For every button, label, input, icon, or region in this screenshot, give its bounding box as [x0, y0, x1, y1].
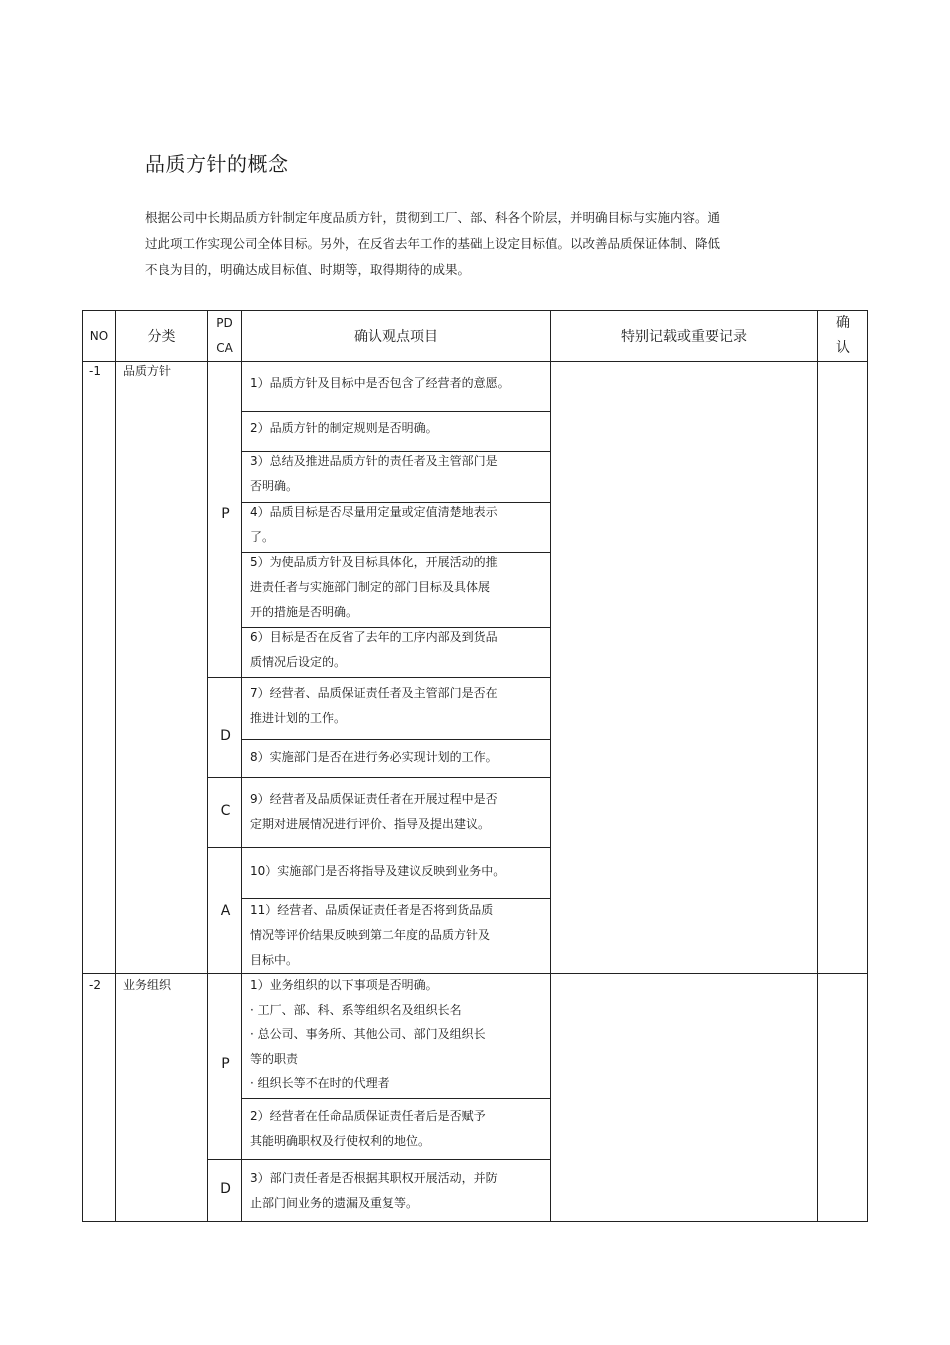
header-no: NO	[89, 329, 109, 343]
intro-paragraph	[145, 205, 745, 283]
header-confirm: 确 认	[836, 315, 850, 356]
check-item: 3）总结及推进品质方针的责任者及主管部门是 否明确。	[250, 454, 498, 493]
check-item: 5）为使品质方针及目标具体化，开展活动的推 进责任者与实施部门制定的部门目标及具体展 开的措施是否明确。	[250, 555, 498, 619]
check-item: 7）经营者、品质保证责任者及主管部门是否在 推进计划的工作。	[250, 686, 498, 725]
phase-label: P	[221, 506, 230, 522]
phase-label: D	[220, 728, 231, 744]
header-records: 特别记载或重要记录	[621, 329, 747, 345]
check-item: 1）业务组织的以下事项是否明确。 · 工厂、部、科、系等组织名及组织长名 · 总公司、事务所、其他公司、部门及组织长 等的职责 · 组织长等不在时的代理者	[250, 978, 486, 1090]
section-category: 业务组织	[123, 978, 172, 992]
section-no: -1	[89, 364, 101, 378]
check-item: 6）目标是否在反省了去年的工序内部及到货品 质情况后设定的。	[250, 630, 498, 669]
check-item: 8）实施部门是否在进行务必实现计划的工作。	[250, 750, 498, 764]
check-item: 4）品质目标是否尽量用定量或定值清楚地表示 了。	[250, 505, 498, 544]
intro-line: 过此项工作实现公司全体目标。另外，在反省去年工作的基础上设定目标值。以改善品质保证体制、降低	[145, 236, 721, 251]
page-title: 品质方针的概念	[145, 152, 289, 176]
header-pdca: PD CA	[216, 316, 233, 355]
phase-label: P	[221, 1056, 230, 1072]
phase-label: C	[220, 803, 231, 819]
intro-line: 根据公司中长期品质方针制定年度品质方针，贯彻到工厂、部、科各个阶层，并明确目标与实施内容。通	[145, 210, 721, 225]
check-item: 9）经营者及品质保证责任者在开展过程中是否 定期对进展情况进行评价、指导及提出建议。	[250, 792, 498, 831]
section-no: -2	[89, 978, 101, 992]
checklist-table	[82, 310, 868, 1222]
check-item: 2）经营者在任命品质保证责任者后是否赋予 其能明确职权及行使权利的地位。	[250, 1109, 486, 1148]
section-category: 品质方针	[123, 364, 172, 378]
phase-label: A	[220, 903, 231, 919]
check-item: 2）品质方针的制定规则是否明确。	[250, 421, 438, 435]
phase-label: D	[220, 1181, 231, 1197]
header-category: 分类	[147, 329, 176, 345]
check-item: 10）实施部门是否将指导及建议反映到业务中。	[250, 864, 506, 878]
check-item: 11）经营者、品质保证责任者是否将到货品质 情况等评价结果反映到第二年度的品质方针及 目标中。	[250, 903, 494, 967]
check-item: 1）品质方针及目标中是否包含了经营者的意愿。	[250, 376, 510, 390]
check-item: 3）部门责任者是否根据其职权开展活动，并防 止部门间业务的遗漏及重复等。	[250, 1171, 498, 1210]
intro-line: 不良为目的，明确达成目标值、时期等，取得期待的成果。	[145, 262, 471, 277]
header-check-items: 确认观点项目	[354, 329, 438, 345]
